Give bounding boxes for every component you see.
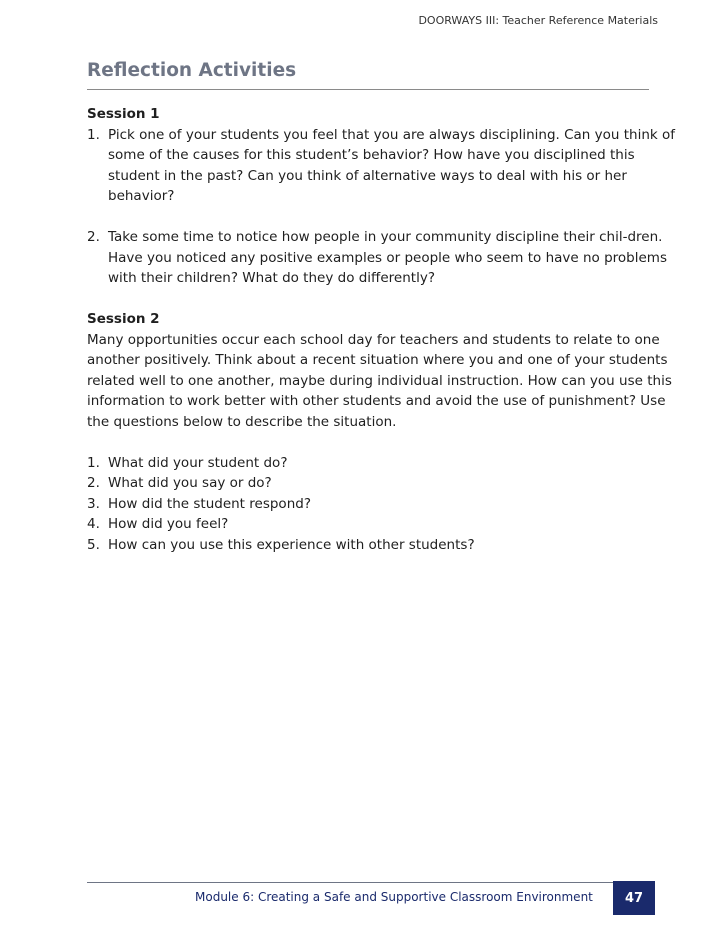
title-divider <box>87 89 649 90</box>
question-item <box>87 473 677 494</box>
spacer <box>87 207 677 228</box>
question-number: 5. <box>87 536 100 553</box>
item-text: Take some time to notice how people in your community discipline their chil-dren. Have you noticed any positive examples or people who seem to have no problems with their children? What do they do differently? <box>108 229 667 286</box>
footer-divider <box>87 882 613 883</box>
spacer <box>87 432 677 453</box>
session-1-item <box>87 227 677 289</box>
spacer <box>87 289 677 310</box>
question-number: 4. <box>87 516 100 532</box>
footer-module-title: Module 6: Creating a Safe and Supportive Classroom Environment <box>195 890 593 904</box>
question-number: 3. <box>87 495 100 512</box>
page-number-badge <box>613 881 655 915</box>
question-item <box>87 494 677 515</box>
question-text: How did you feel? <box>108 516 229 532</box>
page-content <box>87 104 677 555</box>
page-number: 47 <box>624 890 644 906</box>
question-text: How can you use this experience with other students? <box>108 536 475 553</box>
question-text: What did you say or do? <box>108 475 272 491</box>
item-number: 1. <box>87 126 100 143</box>
question-item <box>87 535 677 556</box>
question-text: How did the student respond? <box>108 495 311 512</box>
session-1-heading: Session 1 <box>87 106 160 122</box>
item-text: Pick one of your students you feel that you are always disciplining. Can you think of some of the causes for this student’s behavior? How have you disciplined this student in the past? Can you think of alternative ways to deal with his or her behavior? <box>108 126 676 204</box>
item-number: 2. <box>87 229 100 245</box>
question-number: 2. <box>87 475 100 491</box>
question-number: 1. <box>87 454 100 471</box>
question-item <box>87 453 677 474</box>
running-header: DOORWAYS III: Teacher Reference Materials <box>418 14 658 27</box>
section-title: Reflection Activities <box>87 60 297 81</box>
session-2-heading: Session 2 <box>87 311 160 327</box>
question-item <box>87 514 677 535</box>
session-1-item <box>87 125 677 207</box>
question-text: What did your student do? <box>108 454 288 471</box>
session-2-paragraph: Many opportunities occur each school day for teachers and students to relate to one another positively. Think about a recent situation where you and one of your students related well to one another, maybe during individual instruction. How can you use this information to work better with other students and avoid the use of punishment? Use the questions below to describe the situation. <box>87 331 672 430</box>
